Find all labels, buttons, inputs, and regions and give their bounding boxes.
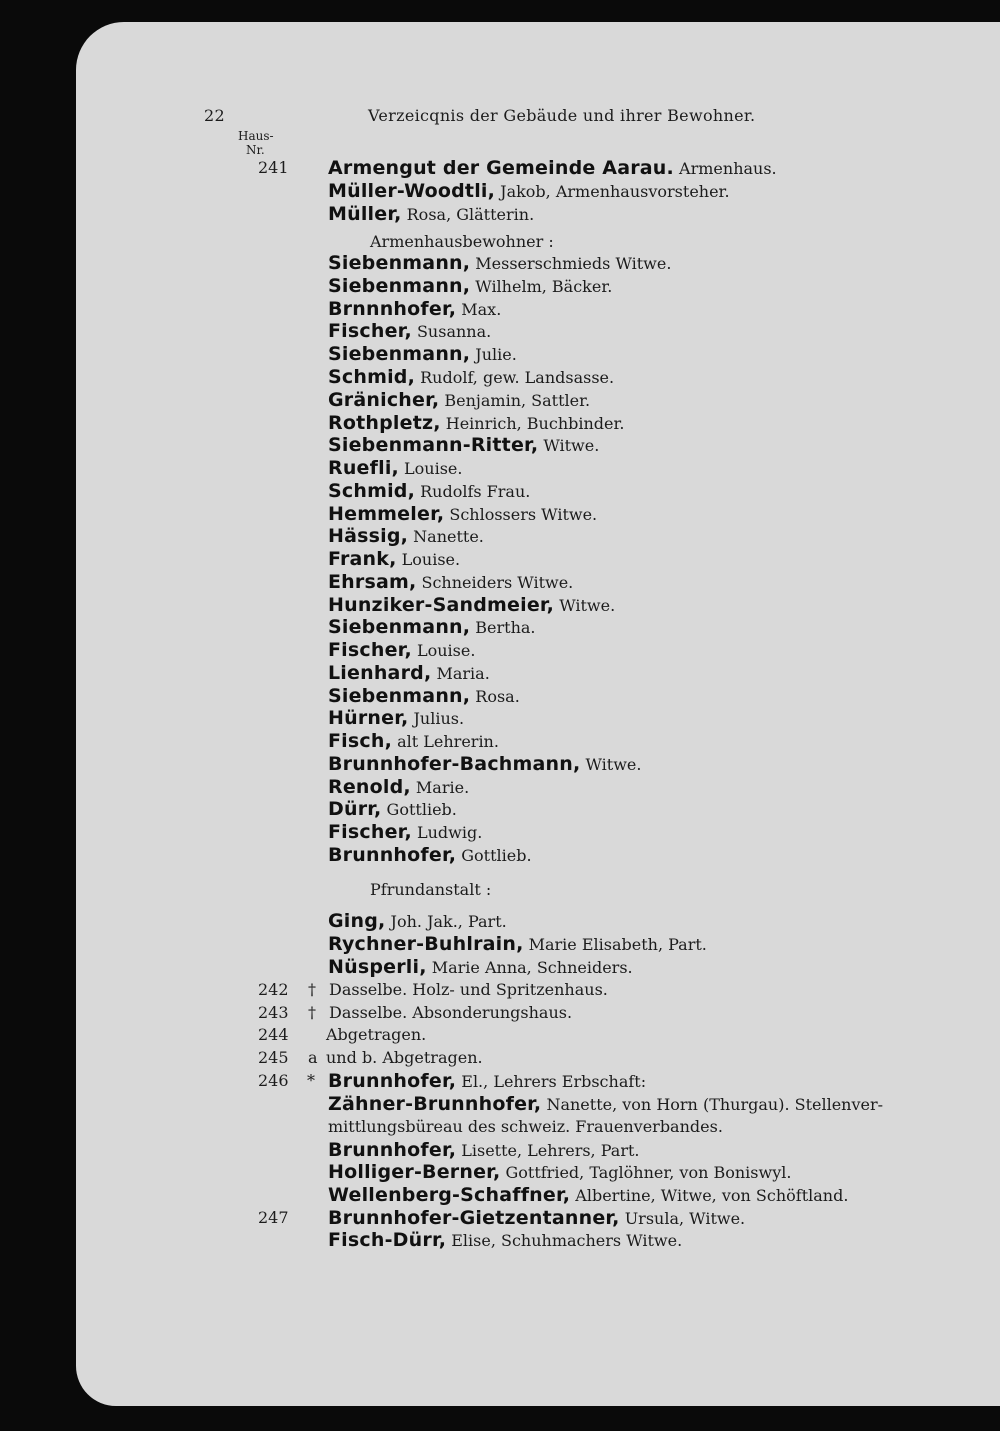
list-item: und b. Abgetragen. (326, 1048, 483, 1067)
list-item: Schmid, Rudolf, gew. Landsasse. (328, 366, 615, 388)
house-number: 245 (258, 1048, 289, 1067)
list-item: Holliger-Berner, Gottfried, Taglöhner, von Boniswyl. (328, 1161, 792, 1183)
star-mark: * (307, 1071, 315, 1090)
list-item: Hässig, Nanette. (328, 525, 484, 547)
list-item: Siebenmann, Julie. (328, 343, 517, 365)
section-title: Armenhausbewohner : (370, 232, 554, 251)
list-item: Renold, Marie. (328, 776, 470, 798)
list-item: Siebenmann-Ritter, Witwe. (328, 434, 600, 456)
list-item: Lienhard, Maria. (328, 662, 490, 684)
list-item: Fisch, alt Lehrerin. (328, 730, 499, 752)
house-number: 246 (258, 1071, 289, 1090)
suffix-mark: a (308, 1048, 318, 1067)
dagger-mark: † (308, 1003, 316, 1022)
list-item: Fischer, Susanna. (328, 320, 492, 342)
list-item: Frank, Louise. (328, 548, 461, 570)
list-item: Hürner, Julius. (328, 707, 465, 729)
list-item: Ging, Joh. Jak., Part. (328, 910, 507, 932)
list-item: Dasselbe. Absonderungshaus. (329, 1003, 573, 1022)
list-item: Siebenmann, Rosa. (328, 685, 520, 707)
column-label-haus: Haus- (238, 129, 274, 143)
document-page (76, 22, 1000, 1406)
list-item: Brnnnhofer, Max. (328, 298, 502, 320)
list-item: Siebenmann, Wilhelm, Bäcker. (328, 275, 613, 297)
list-item: Ehrsam, Schneiders Witwe. (328, 571, 574, 593)
list-item: Rychner-Buhlrain, Marie Elisabeth, Part. (328, 933, 707, 955)
list-item: Müller-Woodtli, Jakob, Armenhausvorsteher. (328, 180, 730, 202)
column-label-nr: Nr. (246, 143, 265, 157)
list-item: Fisch-Dürr, Elise, Schuhmachers Witwe. (328, 1229, 683, 1251)
list-item: Zähner-Brunnhofer, Nanette, von Horn (Thurgau). Stellenver- (328, 1093, 884, 1115)
list-item: Ruefli, Louise. (328, 457, 463, 479)
page-title: Verzeicqnis der Gebäude und ihrer Bewohner. (368, 106, 756, 125)
house-number: 247 (258, 1208, 289, 1227)
list-item: Brunnhofer, Gottlieb. (328, 844, 532, 866)
list-item: Hemmeler, Schlossers Witwe. (328, 503, 598, 525)
dagger-mark: † (308, 980, 316, 999)
list-item: Müller, Rosa, Glätterin. (328, 203, 535, 225)
list-item: Siebenmann, Bertha. (328, 616, 536, 638)
list-item: Dasselbe. Holz- und Spritzenhaus. (329, 980, 608, 999)
section-title: Pfrundanstalt : (370, 880, 492, 899)
list-item: Siebenmann, Messerschmieds Witwe. (328, 252, 672, 274)
list-item: Gränicher, Benjamin, Sattler. (328, 389, 591, 411)
list-item: Fischer, Ludwig. (328, 821, 483, 843)
house-number: 243 (258, 1003, 289, 1022)
house-number: 241 (258, 158, 289, 177)
list-item: Rothpletz, Heinrich, Buchbinder. (328, 412, 625, 434)
list-item: Brunnhofer-Bachmann, Witwe. (328, 753, 642, 775)
page-number: 22 (204, 106, 225, 125)
house-number: 244 (258, 1025, 289, 1044)
list-item: Hunziker-Sandmeier, Witwe. (328, 594, 616, 616)
list-item: Abgetragen. (326, 1025, 427, 1044)
list-item: Armengut der Gemeinde Aarau. Armenhaus. (328, 157, 777, 179)
list-item: Wellenberg-Schaffner, Albertine, Witwe, von Schöftland. (328, 1184, 849, 1206)
house-number: 242 (258, 980, 289, 999)
list-item: Brunnhofer, Lisette, Lehrers, Part. (328, 1139, 640, 1161)
list-item: Brunnhofer, El., Lehrers Erbschaft: (328, 1070, 647, 1092)
list-item: Dürr, Gottlieb. (328, 798, 457, 820)
list-item-continuation: mittlungsbüreau des schweiz. Frauenverbandes. (328, 1117, 723, 1136)
list-item: Brunnhofer-Gietzentanner, Ursula, Witwe. (328, 1207, 746, 1229)
list-item: Schmid, Rudolfs Frau. (328, 480, 531, 502)
list-item: Fischer, Louise. (328, 639, 476, 661)
list-item: Nüsperli, Marie Anna, Schneiders. (328, 956, 633, 978)
